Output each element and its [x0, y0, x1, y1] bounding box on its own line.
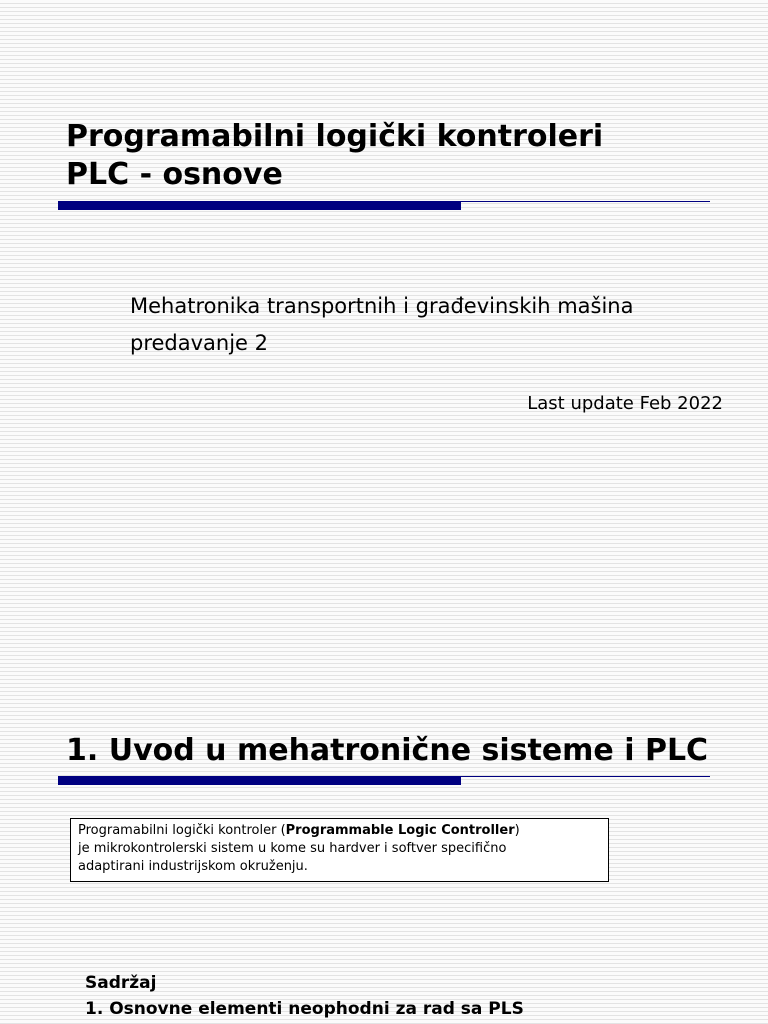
contents-item-1: 1. Osnovne elementi neophodni za rad sa PLS [85, 999, 524, 1019]
title-divider [58, 201, 710, 210]
definition-post: ) [514, 823, 520, 838]
section-divider-thin [461, 776, 710, 777]
definition-line-3: adaptirani industrijskom okruženju. [78, 859, 308, 874]
slide-subtitle [130, 288, 633, 362]
definition-pre: Programabilni logički kontroler ( [78, 823, 286, 838]
subtitle-course: Mehatronika transportnih i građevinskih mašina [130, 294, 634, 318]
slide-title [66, 118, 603, 194]
definition-term: Programmable Logic Controller [285, 823, 515, 838]
definition-line-1 [78, 822, 602, 840]
content-slide [0, 690, 768, 1024]
section-divider [58, 776, 710, 785]
last-update-note: Last update Feb 2022 [527, 393, 723, 414]
definition-box [70, 818, 609, 882]
contents-heading: Sadržaj [85, 973, 157, 993]
slide-title-line-2: PLC - osnove [66, 157, 283, 192]
section-heading: 1. Uvod u mehatronične sisteme i PLC [66, 733, 709, 768]
title-divider-thick [58, 201, 461, 210]
section-divider-thick [58, 776, 461, 785]
definition-line-2: je mikrokontrolerski sistem u kome su hardver i softver specifično [78, 841, 507, 856]
subtitle-lecture: predavanje 2 [130, 331, 269, 355]
slide-title-line-1: Programabilni logički kontroleri [66, 119, 604, 154]
title-divider-thin [461, 201, 710, 202]
